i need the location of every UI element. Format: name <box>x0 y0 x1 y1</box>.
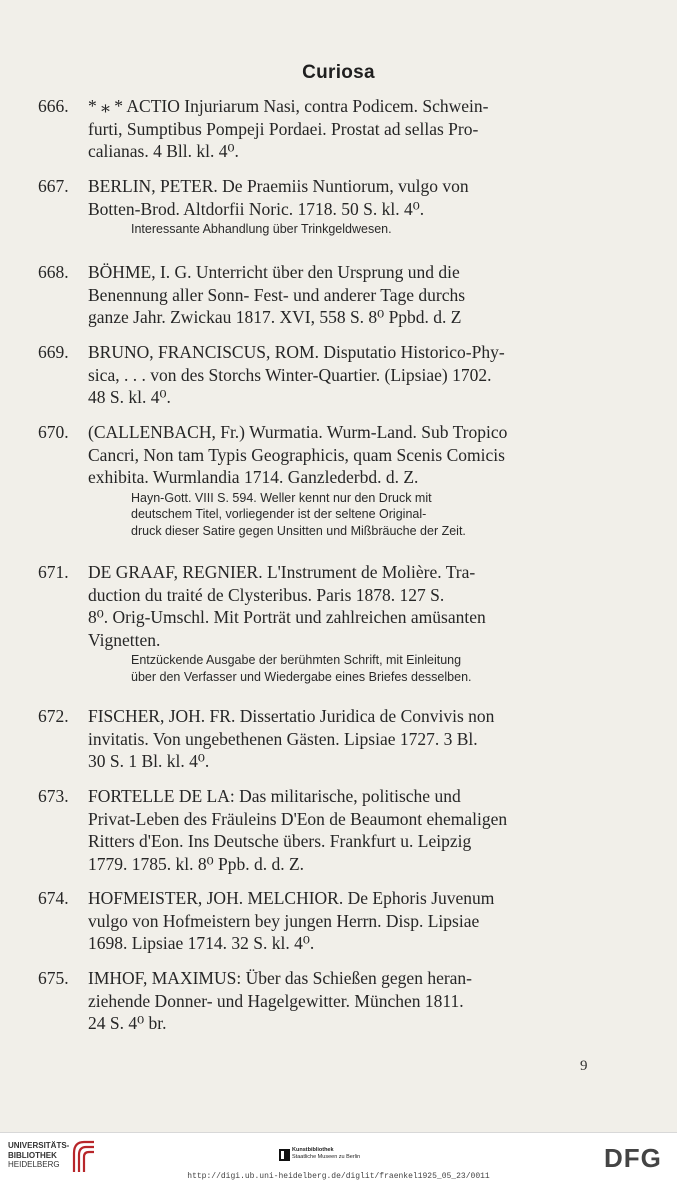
entry-line: (CALLENBACH, Fr.) Wurmatia. Wurm-Land. Sub Tropico <box>88 422 508 442</box>
entry-number: 673. <box>38 786 69 806</box>
entry-line: calianas. 4 Bll. kl. 4⁰. <box>88 141 239 161</box>
page-number: 9 <box>580 1058 588 1074</box>
entry-number: 670. <box>38 422 69 442</box>
catalog-entry <box>0 341 677 421</box>
note-line: über den Verfasser und Wiedergabe eines Briefes desselben. <box>131 669 472 684</box>
library-emblem-icon <box>70 1139 96 1173</box>
entry-note <box>131 490 597 540</box>
logo-text-line: BIBLIOTHEK <box>8 1150 57 1160</box>
entry-note <box>131 221 597 238</box>
catalog-entry <box>0 421 677 561</box>
entry-text <box>88 705 597 773</box>
catalog-entry <box>0 561 677 705</box>
entry-line: 1698. Lipsiae 1714. 32 S. kl. 4⁰. <box>88 933 315 953</box>
entry-line: 24 S. 4⁰ br. <box>88 1013 167 1033</box>
catalog-entry <box>0 261 677 341</box>
entry-line: sica, . . . von des Storchs Winter-Quartier. (Lipsiae) 1702. <box>88 364 492 385</box>
page-title: Curiosa <box>302 62 375 83</box>
entry-line: exhibita. Wurmlandia 1714. Ganzlederbd. d. Z. <box>88 467 419 487</box>
entry-line: duction du traité de Clysteribus. Paris 1878. 127 S. <box>88 584 445 605</box>
entry-line: * ⁎ * ACTIO Injuriarum Nasi, contra Podicem. Schwein- <box>88 96 489 116</box>
entry-number: 675. <box>38 968 69 988</box>
note-line: deutschem Titel, vorliegender ist der seltene Original- <box>131 507 427 521</box>
catalog-entry <box>0 967 677 1047</box>
note-line: druck dieser Satire gegen Unsitten und Mißbräuche der Zeit. <box>131 523 466 538</box>
entry-line: Cancri, Non tam Typis Geographicis, quam Scenis Comicis <box>88 444 505 465</box>
kunstbibliothek-icon <box>279 1149 290 1161</box>
entry-number: 667. <box>38 176 69 196</box>
source-url[interactable]: http://digi.ub.uni-heidelberg.de/diglit/fraenkel1925_05_23/0011 <box>187 1172 490 1181</box>
logo-text-line: Kunstbibliothek <box>292 1147 334 1153</box>
entry-line: invitatis. Von ungebethenen Gästen. Lipsiae 1727. 3 Bl. <box>88 728 478 749</box>
entry-line: IMHOF, MAXIMUS: Über das Schießen gegen heran- <box>88 968 473 988</box>
note-line: Hayn-Gott. VIII S. 594. Weller kennt nur den Druck mit <box>131 490 432 505</box>
entry-text <box>88 967 597 1035</box>
entry-line: BÖHME, I. G. Unterricht über den Ursprung und die <box>88 262 460 282</box>
entry-number: 669. <box>38 342 69 362</box>
entry-number: 668. <box>38 262 69 282</box>
logo-text-line: Staatliche Museen zu Berlin <box>292 1154 361 1160</box>
logo-text-line: HEIDELBERG <box>8 1160 60 1169</box>
note-line: Interessante Abhandlung über Trinkgeldwesen. <box>131 222 392 236</box>
catalog-entry <box>0 785 677 887</box>
entry-line: HOFMEISTER, JOH. MELCHIOR. De Ephoris Juvenum <box>88 888 495 908</box>
catalog-entry <box>0 887 677 967</box>
catalog-entry <box>0 175 677 261</box>
footer-bar <box>0 1132 677 1190</box>
entry-line: ganze Jahr. Zwickau 1817. XVI, 558 S. 8⁰ Ppbd. d. Z <box>88 307 462 327</box>
entry-line: Privat-Leben des Fräuleins D'Eon de Beaumont ehemaligen <box>88 808 508 829</box>
entry-text <box>88 261 597 329</box>
entry-line: DE GRAAF, REGNIER. L'Instrument de Molière. Tra- <box>88 562 476 582</box>
entry-text <box>88 785 597 875</box>
entry-line: ziehende Donner- und Hagelgewitter. München 1811. <box>88 990 464 1011</box>
entry-line: 1779. 1785. kl. 8⁰ Ppb. d. d. Z. <box>88 853 305 874</box>
note-line: Entzückende Ausgabe der berühmten Schrift, mit Einleitung <box>131 653 462 667</box>
entry-line: Ritters d'Eon. Ins Deutsche übers. Frankfurt u. Leipzig <box>88 831 472 851</box>
entry-line: vulgo von Hofmeistern bey jungen Herrn. Disp. Lipsiae <box>88 910 480 931</box>
entry-line: BERLIN, PETER. De Praemiis Nuntiorum, vulgo von <box>88 176 469 196</box>
university-library-logo[interactable] <box>8 1141 69 1170</box>
dfg-logo[interactable]: DFG <box>604 1143 662 1173</box>
catalog-entry <box>0 705 677 785</box>
entry-line: 30 S. 1 Bl. kl. 4⁰. <box>88 751 210 771</box>
entry-line: 8⁰. Orig-Umschl. Mit Porträt und zahlreichen amüsanten <box>88 607 486 627</box>
entry-line: Benennung aller Sonn- Fest- und anderer Tage durchs <box>88 284 466 305</box>
entry-text <box>88 561 597 651</box>
entry-line: BRUNO, FRANCISCUS, ROM. Disputatio Historico-Phy- <box>88 342 505 362</box>
entry-line: FISCHER, JOH. FR. Dissertatio Juridica de Convivis non <box>88 706 495 726</box>
entry-text <box>88 175 597 220</box>
entry-text <box>88 341 597 409</box>
entry-line: furti, Sumptibus Pompeji Pordaei. Prostat ad sellas Pro- <box>88 118 479 139</box>
kunstbibliothek-logo[interactable] <box>292 1147 360 1161</box>
entry-text <box>88 421 597 489</box>
logo-text-line: UNIVERSITÄTS- <box>8 1141 70 1150</box>
entry-number: 666. <box>38 96 69 116</box>
entry-line: Vignetten. <box>88 629 161 650</box>
entry-line: 48 S. kl. 4⁰. <box>88 387 171 407</box>
entry-note <box>131 652 597 685</box>
entry-text <box>88 887 597 955</box>
entry-text <box>88 95 597 163</box>
catalog-entry <box>0 95 677 175</box>
entry-number: 674. <box>38 888 69 908</box>
entry-number: 672. <box>38 706 69 726</box>
entry-line: FORTELLE DE LA: Das militarische, politische und <box>88 786 461 806</box>
catalog-entries <box>0 95 677 1047</box>
entry-line: Botten-Brod. Altdorfii Noric. 1718. 50 S. kl. 4⁰. <box>88 198 425 219</box>
entry-number: 671. <box>38 562 69 582</box>
